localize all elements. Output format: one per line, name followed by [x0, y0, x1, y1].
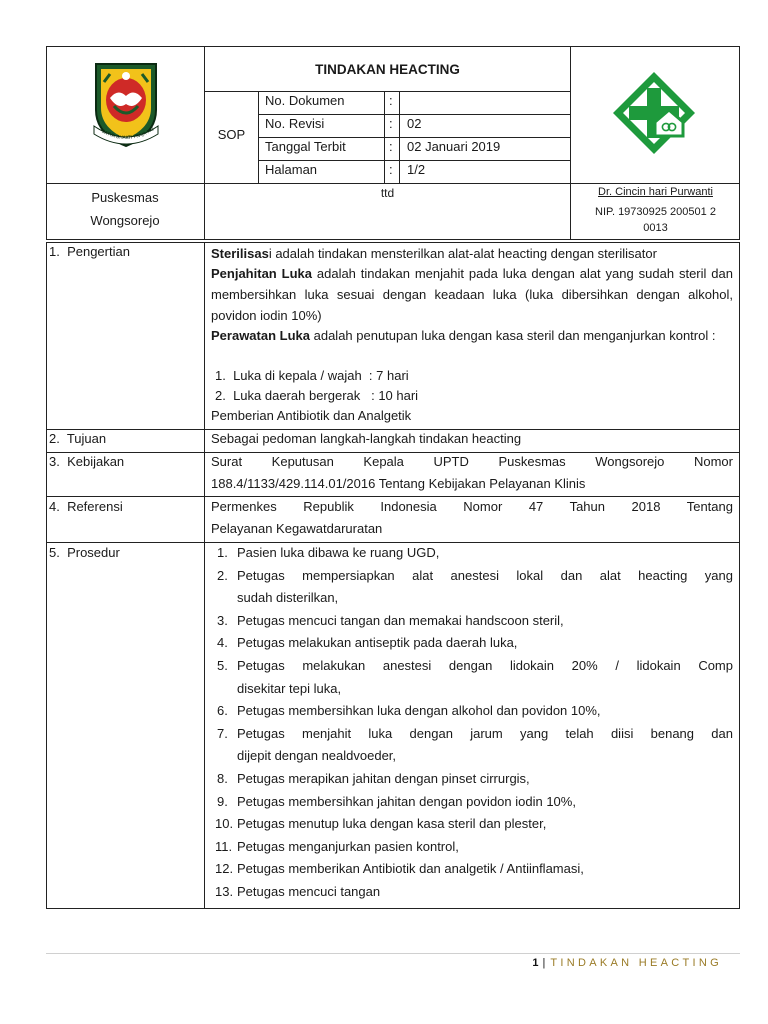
prosedur-step-text: Petugas menganjurkan pasien kontrol, — [237, 838, 459, 854]
pengertian-sterilisasi — [211, 243, 733, 264]
doc-row-sep-no-revisi: : — [389, 116, 393, 131]
prosedur-step-text: Petugas mencuci tangan — [237, 884, 381, 899]
page-footer — [532, 957, 722, 969]
content-column-divider — [204, 242, 205, 909]
doc-row-label-tanggal-terbit: Tanggal Terbit — [265, 139, 346, 154]
regional-emblem-logo — [88, 58, 164, 150]
pengertian-perawatan-term: Perawatan Luka — [211, 328, 310, 343]
prosedur-step-number: 1. — [217, 545, 228, 560]
footer-title: TINDAKAN HEACTING — [550, 957, 722, 969]
doc-row-label-halaman: Halaman — [265, 162, 318, 177]
prosedur-step-number: 2. — [217, 567, 228, 583]
org-name-line1: Puskesmas — [91, 190, 159, 205]
doc-row-line-1 — [258, 114, 570, 115]
prosedur-step-number: 4. — [217, 635, 228, 651]
pengertian-item-2: 2. Luka daerah bergerak : 10 hari — [215, 388, 419, 403]
kebijakan-line-2: 188.4/1133/429.114.01/2016 Tentang Kebijakan Pelayanan Klinis — [211, 476, 586, 491]
prosedur-step-number: 8. — [217, 771, 228, 786]
prosedur-step-number: 9. — [217, 793, 228, 809]
row-line-tujuan — [46, 429, 740, 430]
doc-row-sep-tanggal-terbit: : — [389, 139, 393, 154]
pengertian-sterilisasi-text: i adalah tindakan mensterilkan alat-alat heacting dengan sterilisator — [268, 246, 657, 261]
section-label-tujuan: 2. Tujuan — [49, 431, 107, 446]
footer-separator: | — [542, 957, 546, 969]
pengertian-perawatan — [211, 325, 733, 346]
prosedur-step-text: Petugas memberikan Antibiotik dan analgetik / Antiinflamasi, — [237, 861, 584, 877]
footer-page-number: 1 — [532, 957, 539, 969]
svg-text:SATYA BHAKTI PRAJA MUKTI: SATYA BHAKTI PRAJA MU — [100, 127, 156, 142]
doc-row-line-2 — [258, 137, 570, 138]
section-label-prosedur: 5. Prosedur — [49, 545, 120, 560]
pengertian-penjahitan — [211, 263, 733, 326]
pengertian-penjahitan-term: Penjahitan Luka — [211, 266, 312, 281]
pengertian-antibiotik: Pemberian Antibiotik dan Analgetik — [211, 408, 412, 423]
prosedur-step-number: 12. — [215, 861, 234, 877]
prosedur-step-number: 11. — [215, 838, 233, 854]
prosedur-step-text: Petugas melakukan anestesi dengan lidokain 20% / lidokain Comp — [237, 658, 733, 673]
puskesmas-logo — [611, 70, 697, 156]
signer-name: Dr. Cincin hari Purwanti — [598, 186, 713, 198]
doc-row-sep-halaman: : — [389, 162, 393, 177]
prosedur-step-number: 7. — [217, 725, 228, 741]
pengertian-penjahitan-text: adalah tindakan menjahit pada luka dengan alat yang sudah steril dan membersihkan luka sesuai dengan keadaan luka (luka dibersihkan dengan alkohol, povidon iodin 10%) — [211, 266, 733, 323]
prosedur-step-number: 6. — [217, 703, 228, 719]
section-label-referensi: 4. Referensi — [49, 499, 123, 514]
prosedur-step-text: Petugas menjahit luka dengan jarum yang telah diisi benang dan — [237, 725, 733, 741]
doc-row-label-no-dokumen: No. Dokumen — [265, 93, 345, 108]
pengertian-perawatan-text: adalah penutupan luka dengan kasa steril dan menganjurkan kontrol : — [310, 328, 716, 343]
doc-row-value-halaman: 1/2 — [407, 162, 426, 177]
doc-row-value-tanggal-terbit: 02 Januari 2019 — [407, 139, 501, 154]
prosedur-step-number: 5. — [217, 658, 228, 673]
doc-row-label-no-revisi: No. Revisi — [265, 116, 325, 131]
prosedur-step-number: 13. — [215, 884, 234, 899]
tujuan-text: Sebagai pedoman langkah-langkah tindakan heacting — [211, 431, 522, 446]
prosedur-step-text-cont: sudah disterilkan, — [237, 590, 339, 606]
prosedur-step-text-cont: dijepit dengan nealdvoeder, — [237, 748, 397, 764]
doc-row-line-3 — [258, 160, 570, 161]
doc-row-sep-no-dokumen: : — [389, 93, 393, 108]
prosedur-step-text: Petugas menutup luka dengan kasa steril dan plester, — [237, 816, 547, 832]
document-title: TINDAKAN HEACTING — [315, 62, 460, 77]
kebijakan-line-1: Surat Keputusan Kepala UPTD Puskesmas Wongsorejo Nomor — [211, 454, 733, 469]
prosedur-step-text: Petugas mencuci tangan dan memakai handscoon steril, — [237, 612, 564, 628]
section-label-kebijakan: 3. Kebijakan — [49, 454, 125, 469]
org-name-line2: Wongsorejo — [90, 213, 160, 228]
prosedur-step-text: Petugas mempersiapkan alat anestesi lokal dan alat heacting yang — [237, 567, 733, 583]
prosedur-step-text-cont: disekitar tepi luka, — [237, 680, 342, 696]
sop-label: SOP — [217, 127, 246, 142]
footer-rule — [46, 953, 740, 954]
referensi-line-1: Permenkes Republik Indonesia Nomor 47 Tahun 2018 Tentang — [211, 499, 733, 514]
doc-row-value-no-revisi: 02 — [407, 116, 422, 131]
prosedur-step-text: Pasien luka dibawa ke ruang UGD, — [237, 545, 440, 560]
prosedur-step-text: Petugas membersihkan luka dengan alkohol dan povidon 10%, — [237, 703, 601, 719]
row-line-kebijakan — [46, 452, 740, 453]
prosedur-step-text: Petugas membersihkan jahitan dengan povidon iodin 10%, — [237, 793, 576, 809]
pengertian-item-1: 1. Luka di kepala / wajah : 7 hari — [215, 368, 409, 383]
prosedur-step-text: Petugas melakukan antiseptik pada daerah luka, — [237, 635, 518, 651]
prosedur-step-text: Petugas merapikan jahitan dengan pinset cirrurgis, — [237, 771, 530, 786]
prosedur-step-number: 10. — [215, 816, 234, 832]
signer-nip-line2: 0013 — [643, 222, 668, 234]
referensi-line-2: Pelayanan Kegawatdaruratan — [211, 521, 383, 536]
pengertian-sterilisasi-term: Sterilisas — [211, 246, 269, 261]
section-label-pengertian: 1. Pengertian — [49, 244, 130, 259]
row-line-prosedur — [46, 542, 740, 543]
signature-ttd: ttd — [380, 186, 395, 200]
row-line-referensi — [46, 496, 740, 497]
prosedur-step-number: 3. — [217, 612, 228, 628]
signer-nip-line1: NIP. 19730925 200501 2 — [595, 206, 716, 218]
